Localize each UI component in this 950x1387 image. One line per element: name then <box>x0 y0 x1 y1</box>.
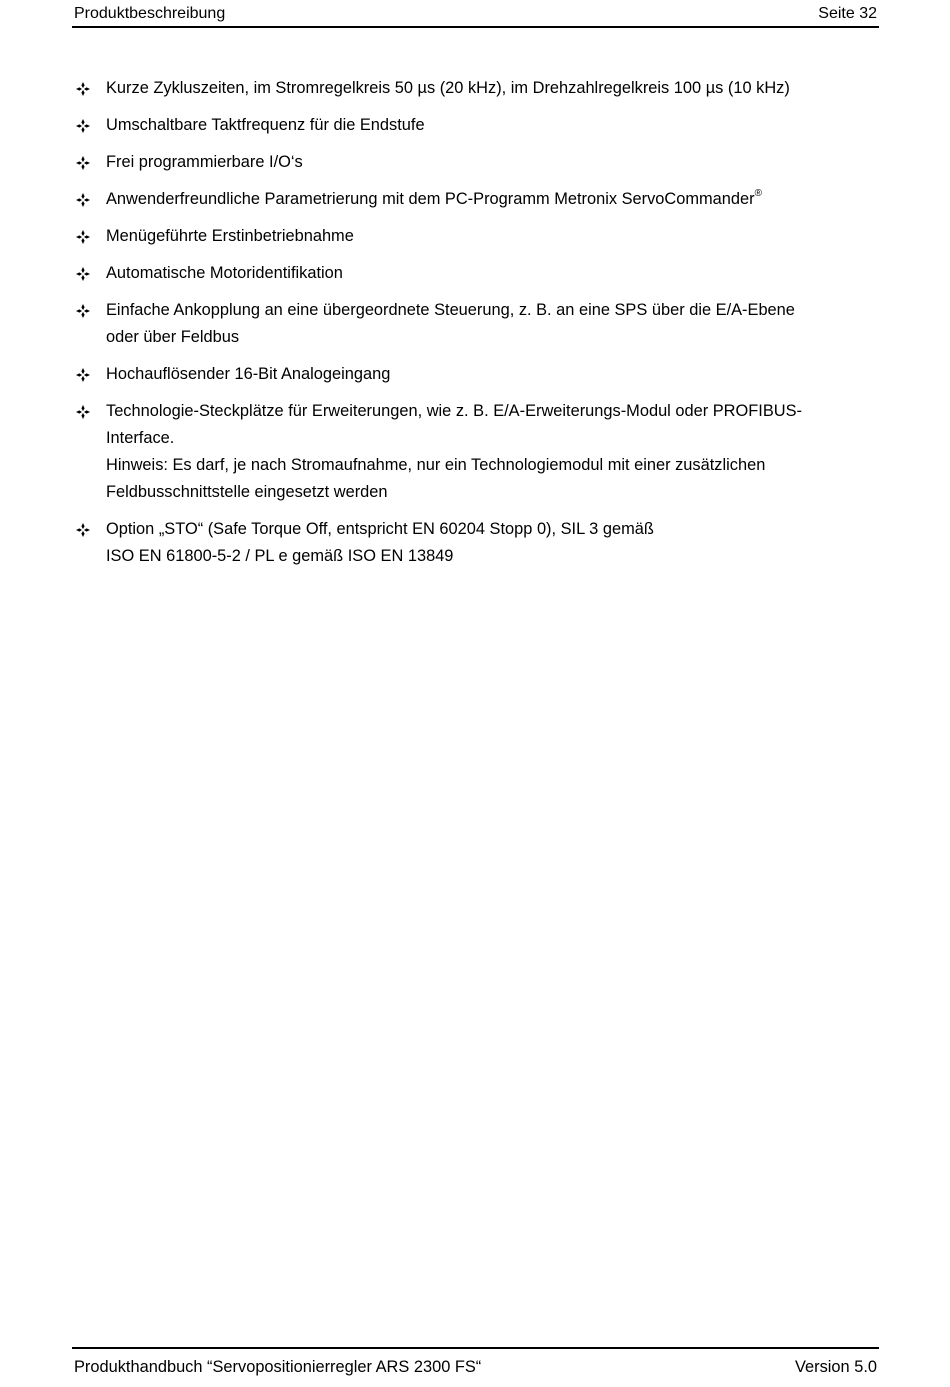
diamond-bullet-icon <box>74 75 92 102</box>
list-item-line <box>106 186 879 213</box>
note-text: Hinweis: Es darf, je nach Stromaufnahme, nur ein Technologiemodul mit einer zusätzlichen <box>106 456 766 474</box>
diamond-bullet-icon <box>74 260 92 287</box>
page-header <box>72 0 879 28</box>
list-item-text: Automatische Motoridentifikation <box>106 264 343 282</box>
diamond-bullet-icon <box>74 112 92 139</box>
list-item-text: ISO EN 61800-5-2 / PL e gemäß ISO EN 13849 <box>106 547 454 565</box>
list-item-text: Kurze Zykluszeiten, im Stromregelkreis 50 µs (20 kHz), im Drehzahlregelkreis 100 µs (10 kHz) <box>106 79 790 97</box>
list-item-text: Frei programmierbare I/O‘s <box>106 153 303 171</box>
page-footer <box>72 1347 879 1387</box>
list-item-text: Hochauflösender 16-Bit Analogeingang <box>106 365 391 383</box>
list-item <box>72 260 879 287</box>
diamond-bullet-icon <box>74 297 92 324</box>
list-item <box>72 398 879 506</box>
diamond-bullet-icon <box>74 149 92 176</box>
footer-version: Version 5.0 <box>794 1358 877 1376</box>
note-text: Feldbusschnittstelle eingesetzt werden <box>106 483 388 501</box>
header-section-title: Produktbeschreibung <box>74 5 226 22</box>
list-item <box>72 186 879 213</box>
diamond-bullet-icon <box>74 223 92 250</box>
diamond-bullet-icon <box>74 398 92 425</box>
list-item <box>72 516 879 570</box>
list-item-text: Umschaltbare Taktfrequenz für die Endstufe <box>106 116 425 134</box>
diamond-bullet-icon <box>74 516 92 543</box>
diamond-bullet-icon <box>74 186 92 213</box>
list-item <box>72 223 879 250</box>
feature-list <box>72 75 879 580</box>
list-item <box>72 361 879 388</box>
list-item-text: Einfache Ankopplung an eine übergeordnete Steuerung, z. B. an eine SPS über die E/A-Ebene <box>106 301 795 319</box>
header-page-number: Seite 32 <box>818 5 877 22</box>
list-item-text: Interface. <box>106 429 175 447</box>
list-item-text: oder über Feldbus <box>106 328 240 346</box>
registered-mark: ® <box>754 188 762 199</box>
list-item-text: Option „STO“ (Safe Torque Off, entspricht EN 60204 Stopp 0), SIL 3 gemäß <box>106 520 654 538</box>
footer-document-title: Produkthandbuch “Servopositionierregler ARS 2300 FS“ <box>74 1358 482 1376</box>
diamond-bullet-icon <box>74 361 92 388</box>
list-item-text: Technologie-Steckplätze für Erweiterungen, wie z. B. E/A-Erweiterungs-Modul oder PROFIBUS- <box>106 402 802 420</box>
list-item <box>72 112 879 139</box>
list-item <box>72 75 879 102</box>
list-item-text: Anwenderfreundliche Parametrierung mit dem PC-Programm Metronix ServoCommander <box>106 190 755 208</box>
list-item-text: Menügeführte Erstinbetriebnahme <box>106 227 354 245</box>
list-item <box>72 297 879 351</box>
list-item <box>72 149 879 176</box>
